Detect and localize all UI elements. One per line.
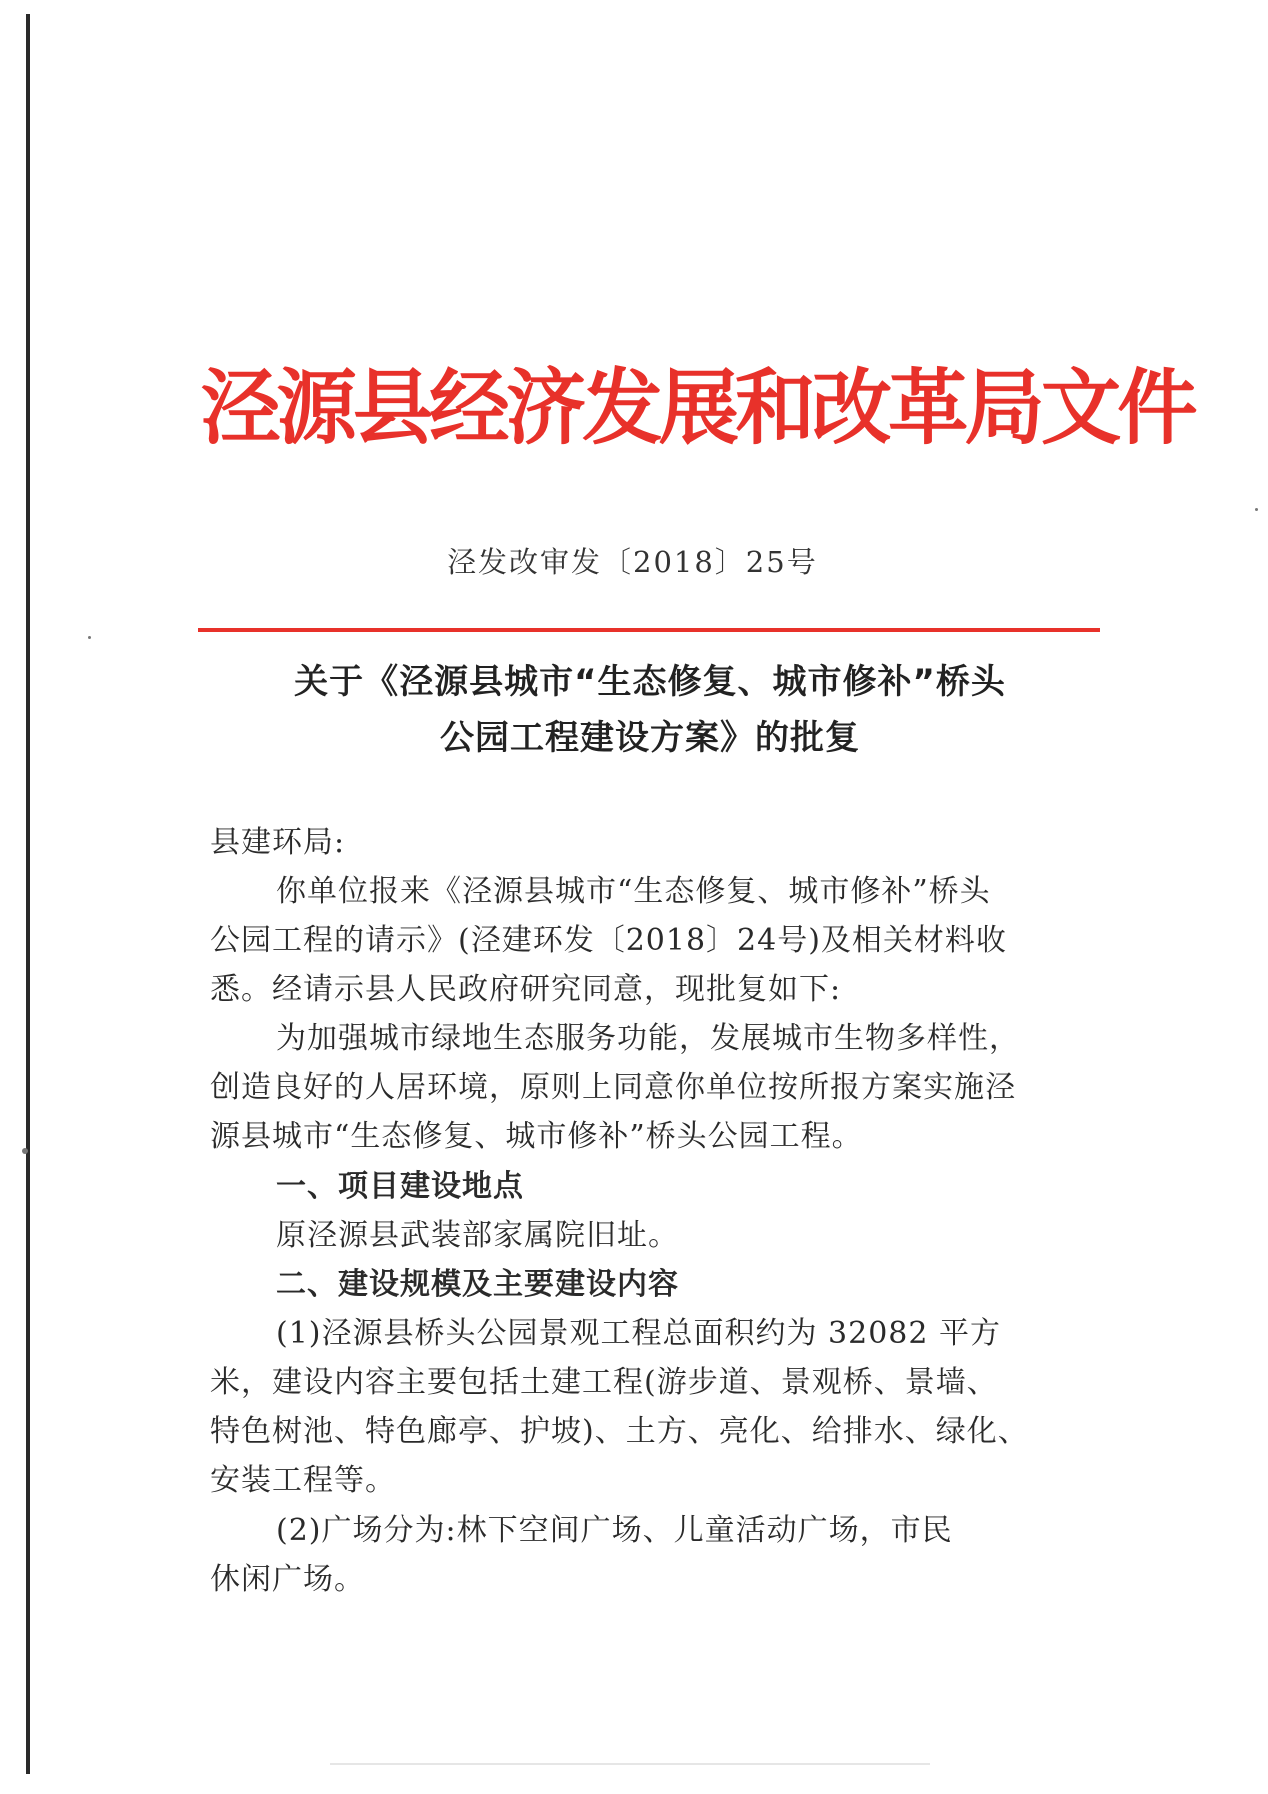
header-red-rule [198, 628, 1100, 632]
scan-speck [22, 1148, 28, 1154]
paragraph-line: 创造良好的人居环境，原则上同意你单位按所报方案实施泾 [210, 1070, 1016, 1105]
paragraph-line: (2)广场分为:林下空间广场、儿童活动广场，市民 [276, 1513, 953, 1548]
paragraph-line: 特色树池、特色廊亭、护坡)、土方、亮化、给排水、绿化、 [210, 1414, 1029, 1449]
document-number: 泾发改审发〔2018〕25号 [447, 545, 818, 579]
section-heading-1: 一、项目建设地点 [276, 1169, 524, 1204]
subject-title-line-1: 关于《泾源县城市“生态修复、城市修补”桥头 [294, 662, 1006, 702]
recipient-line: 县建环局: [210, 825, 346, 860]
paragraph-line: 为加强城市绿地生态服务功能，发展城市生物多样性， [276, 1021, 1020, 1056]
subject-title-line-2: 公园工程建设方案》的批复 [440, 718, 860, 758]
scan-speck [1255, 508, 1258, 511]
paragraph-line: 原泾源县武装部家属院旧址。 [276, 1218, 679, 1253]
paragraph-line: 米，建设内容主要包括土建工程(游步道、景观桥、景墙、 [210, 1365, 998, 1400]
paragraph-line: 公园工程的请示》(泾建环发〔2018〕24号)及相关材料收 [210, 923, 1007, 958]
scan-footer-mark [330, 1763, 930, 1765]
scan-border [26, 14, 30, 1774]
paragraph-line: 你单位报来《泾源县城市“生态修复、城市修补”桥头 [276, 874, 991, 909]
document-header-title: 泾源县经济发展和改革局文件 [200, 361, 1194, 456]
scan-speck [88, 636, 91, 639]
section-heading-2: 二、建设规模及主要建设内容 [276, 1267, 679, 1302]
paragraph-line: 休闲广场。 [210, 1562, 365, 1597]
paragraph-line: (1)泾源县桥头公园景观工程总面积约为 32082 平方 [276, 1316, 1002, 1351]
paragraph-line: 安装工程等。 [210, 1463, 396, 1498]
paragraph-line: 源县城市“生态修复、城市修补”桥头公园工程。 [210, 1119, 863, 1154]
paragraph-line: 悉。经请示县人民政府研究同意，现批复如下: [210, 972, 842, 1007]
